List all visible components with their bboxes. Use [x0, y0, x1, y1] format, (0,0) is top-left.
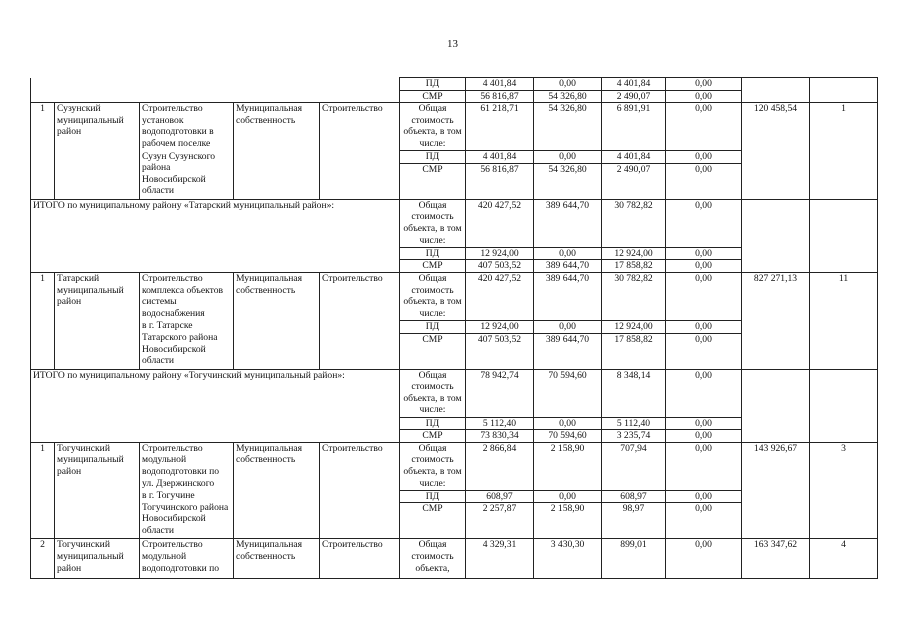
table-row: ИТОГО по муниципальному району «Тогучинский муниципальный район»: Общая стоимость объекта, в том числе: 78 942,74 70 594,60 8 348,14 0,00 [31, 369, 878, 417]
label-total-cost: Общая стоимость объекта, в том числе: [400, 103, 466, 151]
project-cell-cont: в г. Тогучине Тогучинского района Новосибирской области [140, 490, 234, 539]
type-cell: Строительство [320, 103, 400, 200]
table-row: в г. Тогучине Тогучинского района Новосибирской области ПД 608,97 0,00 608,97 0,00 [31, 490, 878, 503]
row-number: 1 [31, 103, 55, 200]
row-number: 2 [31, 539, 55, 579]
district-total-title: ИТОГО по муниципальному району «Татарский муниципальный район»: [31, 199, 400, 272]
project-cell: Строительство установок водоподготовки в рабочем поселке [140, 103, 234, 151]
capacity-cell: 143 926,67 [742, 442, 810, 539]
table-row: ПД 5 112,40 0,00 5 112,40 0,00 [31, 417, 878, 430]
count-cell: 1 [810, 103, 878, 200]
table-row: 2 Тогучинский муниципальный район Строительство модульной водоподготовки по Муниципальная собственность Строительство Общая стоимость объекта, 4 329,31 3 430,30 899,01 0,00 163 347,62 4 [31, 539, 878, 579]
label-smr: СМР [400, 90, 466, 103]
district-cell: Тогучинский муниципальный район [55, 442, 140, 539]
ownership-cell: Муниципальная собственность [234, 442, 320, 539]
table-row: 1 Тогучинский муниципальный район Строительство модульной водоподготовки по ул. Дзержинского Муниципальная собственность Строительство Общая стоимость объекта, в том числе: 2 866,84 2 158,90 707,94 0,00 143 926,67 3 [31, 442, 878, 490]
type-cell: Строительство [320, 442, 400, 539]
count-cell: 4 [810, 539, 878, 579]
count-cell: 3 [810, 442, 878, 539]
table-row: 1 Сузунский муниципальный район Строительство установок водоподготовки в рабочем поселке Муниципальная собственность Строительство Общая стоимость объекта, в том числе: 61 218,71 54 326,80 6 891,91 0,00 120 458,54 1 [31, 103, 878, 151]
capacity-cell: 120 458,54 [742, 103, 810, 200]
table-row: ИТОГО по муниципальному району «Татарский муниципальный район»: Общая стоимость объекта, в том числе: 420 427,52 389 644,70 30 782,82 0,00 [31, 199, 878, 247]
page-number: 13 [447, 38, 458, 50]
type-cell: Строительство [320, 539, 400, 579]
project-cell-cont: в г. Татарске Татарского района Новосибирской области [140, 320, 234, 369]
district-cell: Сузунский муниципальный район [55, 103, 140, 200]
type-cell: Строительство [320, 272, 400, 369]
project-cell: Строительство комплекса объектов системы водоснабжения [140, 272, 234, 320]
investment-table [30, 77, 878, 579]
count-cell: 11 [810, 272, 878, 369]
table-row: СМР 56 816,87 54 326,80 2 490,07 0,00 [31, 90, 878, 103]
project-cell-cont: Сузун Сузунского района Новосибирской области [140, 151, 234, 200]
district-total-title: ИТОГО по муниципальному району «Тогучинский муниципальный район»: [31, 369, 400, 442]
ownership-cell: Муниципальная собственность [234, 539, 320, 579]
row-number: 1 [31, 442, 55, 539]
label-pd: ПД [400, 78, 466, 91]
table-row: 1 Татарский муниципальный район Строительство комплекса объектов системы водоснабжения Муниципальная собственность Строительство Общая стоимость объекта, в том числе: 420 427,52 389 644,70 30 782,82 0,00 827 271,13 11 [31, 272, 878, 320]
table-row: СМР 407 503,52 389 644,70 17 858,82 0,00 [31, 333, 878, 369]
table-row: ПД 4 401,84 0,00 4 401,84 0,00 [31, 78, 878, 91]
table-row: СМР 56 816,87 54 326,80 2 490,07 0,00 [31, 163, 878, 199]
district-cell: Тогучинский муниципальный район [55, 539, 140, 579]
capacity-cell: 827 271,13 [742, 272, 810, 369]
project-cell: Строительство модульной водоподготовки по ул. Дзержинского [140, 442, 234, 490]
ownership-cell: Муниципальная собственность [234, 272, 320, 369]
capacity-cell: 163 347,62 [742, 539, 810, 579]
table-row: СМР 407 503,52 389 644,70 17 858,82 0,00 [31, 260, 878, 273]
table-row: СМР 73 830,34 70 594,60 3 235,74 0,00 [31, 430, 878, 443]
table-row: ПД 12 924,00 0,00 12 924,00 0,00 [31, 247, 878, 260]
district-cell: Татарский муниципальный район [55, 272, 140, 369]
ownership-cell: Муниципальная собственность [234, 103, 320, 200]
row-number: 1 [31, 272, 55, 369]
table-row: СМР 2 257,87 2 158,90 98,97 0,00 [31, 503, 878, 539]
table-row: в г. Татарске Татарского района Новосибирской области ПД 12 924,00 0,00 12 924,00 0,00 [31, 320, 878, 333]
project-cell: Строительство модульной водоподготовки по [140, 539, 234, 579]
table-row: Сузун Сузунского района Новосибирской области ПД 4 401,84 0,00 4 401,84 0,00 [31, 151, 878, 164]
